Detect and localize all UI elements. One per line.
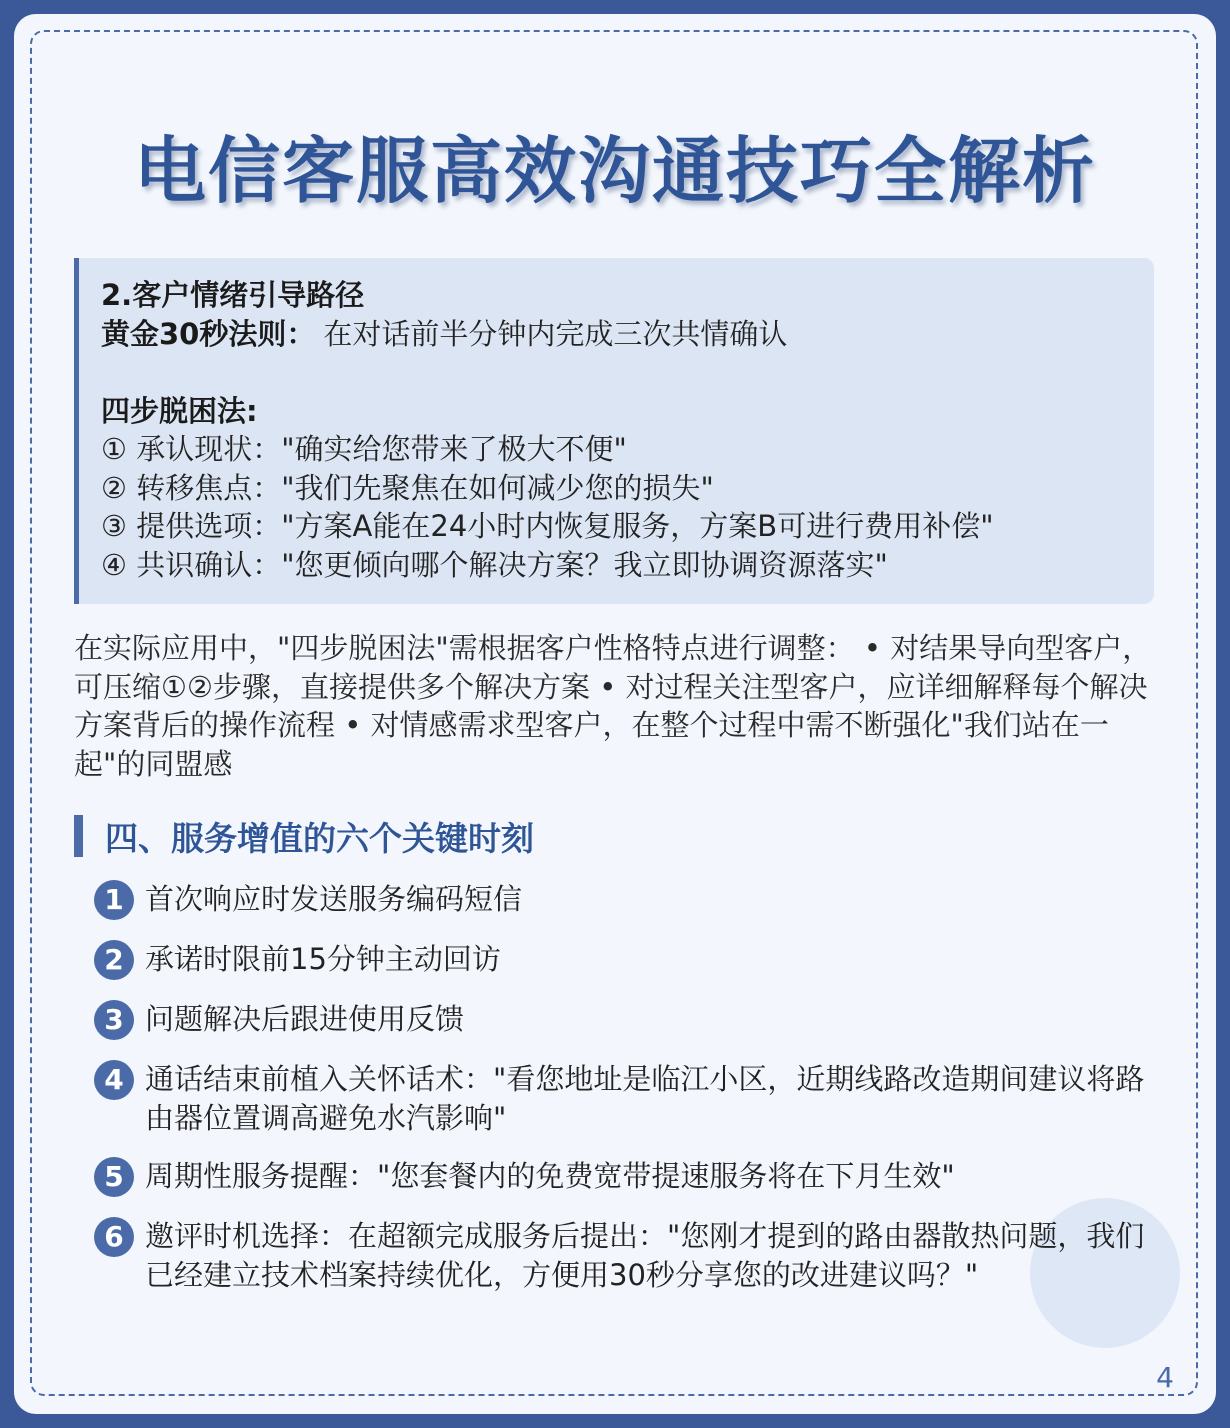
list-item [94,880,1154,920]
key-moments-list [94,880,1154,1314]
steps-heading: 四步脱困法: [101,393,258,428]
list-item [94,1060,1154,1137]
list-item-text: 首次响应时发送服务编码短信 [145,882,523,916]
list-item [94,1157,1154,1197]
page-card [14,14,1216,1414]
page-number: 4 [1156,1361,1174,1394]
golden-rule-label: 黄金30秒法则： [101,316,316,351]
list-item-text: 周期性服务提醒："您套餐内的免费宽带提速服务将在下月生效" [145,1159,955,1193]
box-spacer [101,353,1154,392]
list-item [94,1000,1154,1040]
list-item-text: 承诺时限前15分钟主动回访 [145,942,501,976]
list-item [94,940,1154,980]
emotion-guide-box [74,258,1154,604]
list-item-text: 通话结束前植入关怀话术："看您地址是临江小区，近期线路改造期间建议将路由器位置调高避免水汽影响" [145,1062,1145,1135]
step-item: ③ 提供选项："方案A能在24小时内恢复服务，方案B可进行费用补偿" [101,509,994,543]
section-bar [74,815,83,857]
golden-rule-text: 在对话前半分钟内完成三次共情确认 [323,316,788,351]
application-paragraph: 在实际应用中，"四步脱困法"需根据客户性格特点进行调整： • 对结果导向型客户，可压缩①②步骤，直接提供多个解决方案 • 对过程关注型客户，应详细解释每个解决方案背后的操作流程 • 对情感需求型客户，在整个过程中需不断强化"我们站在一起"的同盟感 [74,631,1152,781]
list-item-text: 邀评时机选择：在超额完成服务后提出："您刚才提到的路由器散热问题，我们已经建立技术档案持续优化，方便用30秒分享您的改进建议吗？" [145,1219,1145,1292]
step-item: ① 承认现状："确实给您带来了极大不便" [101,432,627,466]
step-item: ④ 共识确认："您更倾向哪个解决方案？我立即协调资源落实" [101,547,888,582]
box-heading: 2.客户情绪引导路径 [101,278,365,312]
number-badge: 6 [94,1217,134,1257]
golden-rule [101,315,1154,354]
section-header [74,814,534,858]
number-badge: 4 [94,1060,134,1100]
number-badge: 3 [94,1000,134,1040]
section-title: 四、服务增值的六个关键时刻 [105,818,534,858]
number-badge: 1 [94,880,134,920]
list-item [94,1217,1154,1294]
number-badge: 5 [94,1157,134,1197]
list-item-text: 问题解决后跟进使用反馈 [145,1002,465,1036]
step-item: ② 转移焦点："我们先聚焦在如何减少您的损失" [101,470,714,505]
number-badge: 2 [94,940,134,980]
page-title: 电信客服高效沟通技巧全解析 [133,129,1096,213]
